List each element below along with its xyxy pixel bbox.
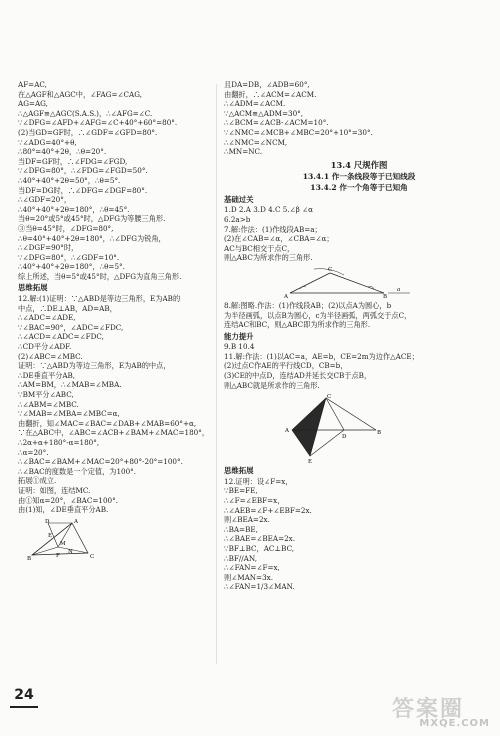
text-line: 当DF=GF时，∴∠FDG=∠FGD,: [18, 156, 128, 166]
watermark-url: MXQE.COM: [419, 718, 490, 729]
fig2-label-A: A: [285, 428, 289, 435]
section-title: 13.4 尺规作图: [330, 159, 388, 170]
fig1-label-B: B: [383, 293, 388, 299]
text-line: ∴∠DGF=90°时，: [18, 243, 79, 253]
text-line: ∵BE=FE,: [224, 486, 258, 496]
label-E: E: [48, 532, 53, 539]
text-line: 11.解:作法：(1)以AC=a，AE=b，CE=2m为边作△ACE；: [224, 351, 419, 361]
text-line: ∴∠BCM=∠ACB-∠ACM=10°.: [224, 118, 329, 128]
label-M: M: [60, 540, 66, 547]
text-line: 证明：如图，连结MC.: [18, 485, 91, 495]
text-line: 则△ABC为所求作的三角形.: [224, 253, 313, 263]
fig1-label-C: C: [328, 266, 333, 273]
label-B: B: [27, 555, 32, 561]
text-line: 综上所述，当θ=5°或45°时，△DFG为直角三角形.: [18, 271, 182, 281]
basic-section-heading: 基础过关: [224, 194, 254, 204]
left-section-heading: 思维拓展: [18, 283, 48, 293]
text-line: (2)∠ABC=∠MBC.: [18, 351, 83, 361]
fig2-label-E: E: [308, 459, 313, 465]
fig1-label-segment: a: [397, 286, 401, 293]
left-extension-lines: [18, 294, 210, 515]
text-line: (2)在∠CAB=∠α，∠CBA=∠α；: [224, 234, 334, 244]
construction-figure-quadrilateral: [284, 392, 394, 464]
text-line: 8.解:图略.作法：(1)作线段AB；(2)以点A为圆心，b: [224, 300, 392, 310]
text-line: ∴BF//AN,: [224, 553, 257, 563]
text-line: ∵BM平分∠ABC,: [18, 390, 74, 399]
text-line: 在△AGF和△AGC中，∠FAG=∠CAG,: [18, 89, 142, 99]
text-line: ∵∠ADG=40°+θ,: [18, 137, 77, 147]
text-line: 则∠MAN=3x.: [224, 572, 273, 582]
text-line: ∴BA=BE,: [224, 524, 258, 534]
text-line: ∵∠DFG=80°，∴∠GDF=10°.: [18, 252, 120, 262]
subsection-title-1: 13.4.1 作一条线段等于已知线段: [302, 171, 416, 181]
text-line: ∴θ=40°+40°+2θ=180°，∴∠DFG为锐角，: [18, 233, 166, 243]
fig2-label-B: B: [377, 430, 382, 437]
text-line: 12.证明：设∠F=x，: [224, 476, 293, 486]
text-line: ∴40°+40°+2θ=50°，∴θ=5°.: [18, 175, 121, 185]
fig2-label-C: C: [327, 394, 332, 401]
label-C: C: [90, 553, 95, 560]
text-line: ∴∠FAN=1/3∠MAN.: [224, 582, 295, 592]
construction-figure-triangle: [284, 265, 414, 299]
text-line: 中点，∴DE⊥AB，AD=AB，: [18, 303, 117, 313]
text-line: ∵∠MAB=∠MBA=∠MBC=α,: [18, 409, 120, 419]
label-N: N: [68, 548, 73, 555]
question-8-lines: [224, 301, 494, 330]
text-line: ∴80°=40°+2θ，∴θ=20°.: [18, 147, 107, 157]
text-line: 则∠BEA=2x.: [224, 515, 270, 525]
text-line: ∴CD平分∠ADF.: [18, 342, 72, 352]
text-line: ∴∠ABM=∠MBC.: [18, 399, 79, 409]
subsection-title-2: 13.4.2 作一个角等于已知角: [310, 182, 408, 192]
text-line: 当θ=20°或5°或45°时，△DFG为等腰三角形.: [18, 214, 166, 224]
text-line: 由翻折，∴∠ACM=∠ACM.: [224, 89, 317, 99]
text-line: 7.解:作法：(1)作线段AB=a；: [224, 224, 322, 234]
text-line: ∴∠AEB=∠F+∠EBF=2x.: [224, 505, 312, 515]
right-answer-lines: [224, 80, 494, 157]
label-D: D: [45, 518, 50, 525]
column-divider: [216, 84, 217, 664]
text-line: 则△ABC就是所求作的三角形.: [224, 380, 320, 390]
text-line: AG=AG,: [18, 99, 48, 109]
basic-answer-lines: [224, 205, 494, 263]
label-A: A: [74, 518, 78, 525]
text-line: ∴∠ACD=∠ADC=∠FDC,: [18, 332, 104, 342]
watermark-logo: 答案圈: [391, 697, 464, 722]
text-line: ∴∠NMC=∠NCM,: [224, 137, 288, 147]
left-geometry-figure: [18, 517, 104, 561]
text-line: AC与BC相交于点C，: [224, 243, 295, 253]
text-line: ∴DE垂直平分AB,: [18, 370, 76, 380]
right-column: [224, 80, 494, 592]
text-line: 由(1)知，∠DE垂直平分AB.: [18, 505, 109, 515]
text-line: 由翻折，知∠MAC=∠BAC=∠DAB+∠MAB=60°+α,: [18, 418, 197, 428]
think-answer-lines: [224, 477, 494, 592]
text-line: 由①知α=20°，∠BAC=100°.: [18, 495, 118, 505]
text-line: ∴∠FAN=∠F=x,: [224, 563, 280, 573]
think-section-heading: 思维拓展: [224, 466, 254, 476]
text-line: 1.D 2.A 3.D 4.C 5.∠β ∠α: [224, 205, 313, 215]
text-line: ∵∠BAC=90°，∠ADC=∠FDC,: [18, 322, 124, 332]
text-line: (2)当GD=GF时，∴∠GDF=∠GFD=80°.: [18, 127, 158, 137]
text-line: ∵∠DFG=∠AFD+∠AFG=∠C+40°+60°=80°.: [18, 118, 178, 128]
text-line: ∵在△ABC中，∠ABC=∠ACB+∠BAM+∠MAC=180°，: [18, 428, 210, 438]
fig2-label-D: D: [342, 434, 347, 441]
page-number: 24: [10, 684, 38, 708]
text-line: ∵BF⊥BC，AC⊥BC,: [224, 544, 295, 553]
text-line: ∵△ACM≌△ADM=30°,: [224, 108, 304, 118]
ability-section-heading: 能力提升: [224, 331, 254, 341]
text-line: ∴2α+α+180°-α=180°,: [18, 437, 100, 447]
text-line: ∴∠BAC=∠BAM+∠MAC=20°+80°-20°=100°.: [18, 457, 183, 467]
text-line: ∵∠DFG=80°，∴∠FDG=∠FGD=50°.: [18, 166, 148, 176]
text-line: ∴∠BAE=∠BEA=2x.: [224, 534, 296, 544]
text-line: ∴△AGF≌△AGC(S.A.S.)，∴∠AFG=∠C.: [18, 108, 153, 118]
text-line: ∴∠BAC的度数是一个定值，为100°.: [18, 466, 137, 476]
text-line: 为半径画弧，以点B为圆心，c为半径画弧，两弧交于点C，: [224, 310, 412, 320]
text-line: ∵∠NMC=∠MCB+∠MBC=20°+10°=30°.: [224, 127, 373, 137]
text-line: ∴∠F=∠EBF=x，: [224, 496, 285, 506]
text-line: ∴MN=NC.: [224, 147, 263, 157]
text-line: 12.解:(1)证明：∵△ABD是等边三角形，E为AB的: [18, 294, 181, 304]
text-line: AF=AC,: [18, 80, 47, 89]
text-line: ③当θ=45°时，∠DFG=80°,: [18, 223, 114, 233]
text-line: (2)过点C作AE的平行线CD，CB=b，: [224, 361, 348, 371]
text-line: 拓展①成立.: [18, 476, 57, 486]
label-F: F: [56, 552, 60, 559]
text-line: ∴∠GDF=20°，: [18, 195, 72, 205]
text-line: 当DF=DG时，∴∠DFG=∠DGF=80°.: [18, 185, 148, 195]
text-line: ∴∠ADC=∠ADE,: [18, 313, 76, 323]
text-line: 9.B 10.4: [224, 342, 255, 352]
text-line: 证明：∵△ABD为等边三角形，E为AB的中点，: [18, 361, 171, 371]
text-line: ∴40°+40°+2θ=180°，∴θ=45°.: [18, 204, 130, 214]
text-line: 且DA=DB，∠ADB=60°,: [224, 80, 310, 89]
text-line: ∴α=20°.: [18, 447, 49, 457]
text-line: (3)CE的中点D，连结AD并延长交CB于点B，: [224, 371, 372, 381]
ability-answer-lines: [224, 342, 494, 390]
text-line: ∴∠ADM=∠ACM.: [224, 99, 286, 109]
left-answer-lines: [18, 80, 210, 281]
text-line: ∴40°+40°+2θ=180°，∴θ=5°.: [18, 262, 125, 272]
text-line: 6.2a>b: [224, 214, 251, 224]
text-line: 连结AC和BC，则△ABC即为所求作的三角形.: [224, 320, 371, 330]
fig1-label-A: A: [284, 293, 288, 299]
text-line: ∴AM=BM，∴∠MAB=∠MBA.: [18, 380, 122, 390]
left-column: [18, 80, 210, 563]
